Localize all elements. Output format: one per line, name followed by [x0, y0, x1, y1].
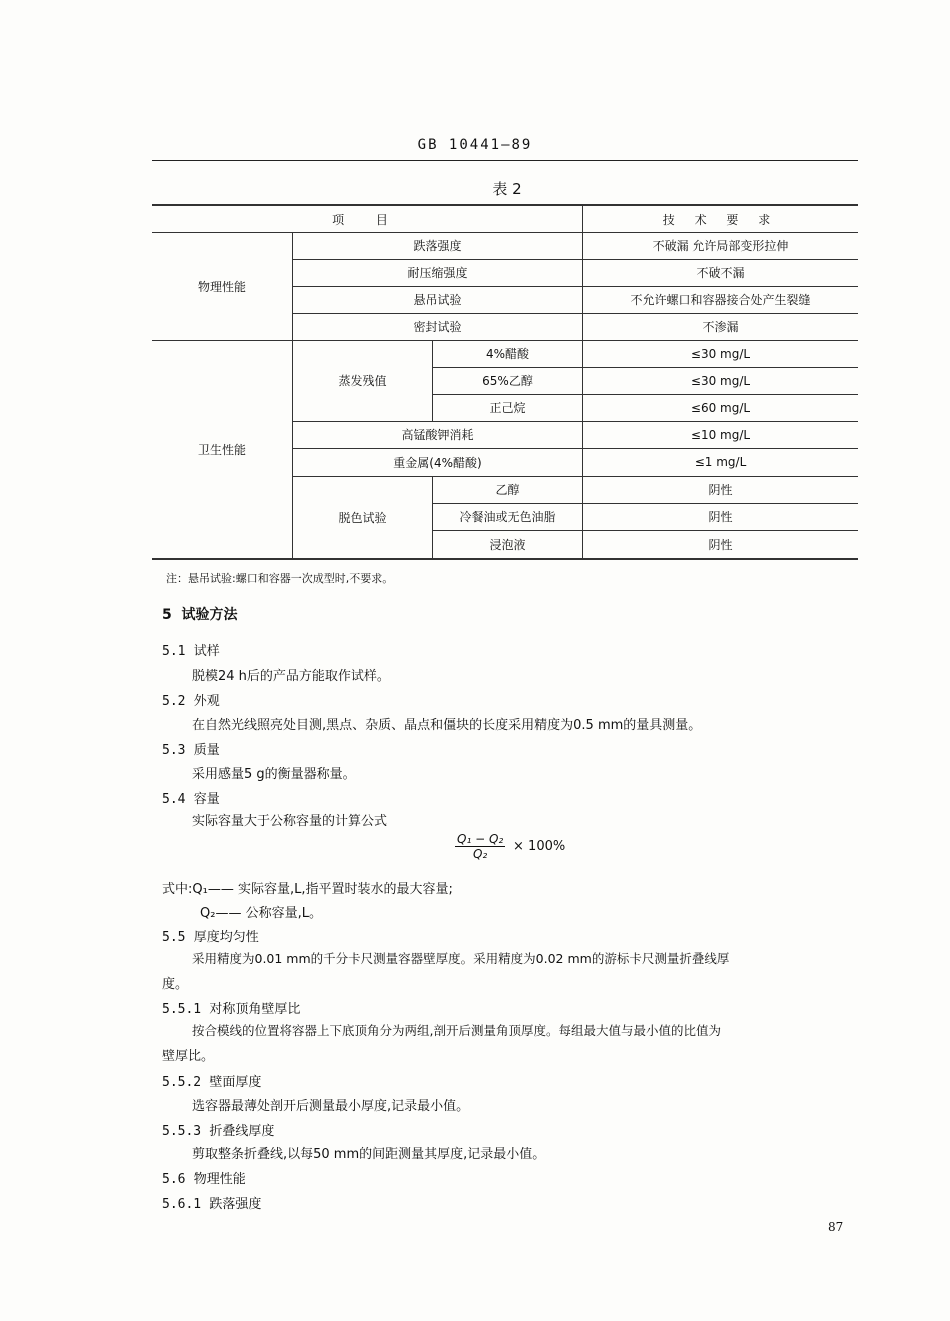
physical-item: 密封试验	[413, 320, 462, 334]
capacity-formula	[455, 832, 565, 861]
kmno4-req: ≤10 mg/L	[690, 427, 751, 442]
decolor-req: 阴性	[708, 510, 733, 524]
standard-header: GB 10441—89	[417, 137, 533, 153]
formula-denominator: Q₂	[472, 847, 488, 861]
section-5-5-heading: 5.5 厚度均匀性	[162, 930, 259, 945]
formula-where-2: Q₂—— 公称容量,L。	[200, 906, 322, 921]
section-5-6-1-heading: 5.6.1 跌落强度	[162, 1197, 262, 1212]
evap-item: 65%乙醇	[482, 374, 533, 388]
decolor-item: 浸泡液	[489, 537, 526, 552]
subgroup-decolor-test: 脱色试验	[338, 510, 387, 525]
table-title: 表 2	[492, 180, 522, 198]
section-5-5-2-text: 选容器最薄处剖开后测量最小厚度,记录最小值。	[192, 1099, 470, 1114]
group-sanitary: 卫生性能	[197, 442, 246, 457]
decolor-req: 阴性	[708, 483, 733, 497]
decolor-item: 乙醇	[495, 483, 520, 497]
decolor-req: 阴性	[708, 537, 733, 552]
col-header-requirement: 技 术 要 求	[662, 212, 779, 227]
section-5-5-1-text: 按合模线的位置将容器上下底顶角分为两组,剖开后测量角顶厚度。每组最大值与最小值的比值为	[192, 1023, 721, 1038]
physical-req: 不允许螺口和容器接合处产生裂缝	[630, 293, 811, 307]
kmno4-item: 高锰酸钾消耗	[401, 428, 474, 442]
section-5-4-heading: 5.4 容量	[162, 792, 220, 807]
evap-req: ≤30 mg/L	[690, 373, 751, 388]
physical-req: 不破漏 允许局部变形拉伸	[652, 239, 789, 253]
section-5-5-text: 采用精度为0.01 mm的千分卡尺测量容器壁厚度。采用精度为0.02 mm的游标卡尺测量折叠线厚	[192, 951, 730, 966]
section-5-5-1-heading: 5.5.1 对称顶角壁厚比	[162, 1002, 301, 1017]
formula-where-1: 式中:Q₁—— 实际容量,L,指平置时装水的最大容量;	[162, 882, 453, 897]
formula-numerator: Q₁ − Q₂	[457, 832, 504, 846]
section-5-3-text: 采用感量5 g的衡量器称量。	[192, 767, 356, 782]
section-5-4-text: 实际容量大于公称容量的计算公式	[192, 814, 388, 829]
heavy-metal-item: 重金属(4%醋酸)	[393, 455, 482, 470]
subgroup-evaporation-residue: 蒸发残值	[338, 374, 387, 388]
section-5-5-2-heading: 5.5.2 壁面厚度	[162, 1075, 262, 1090]
table-note: 注：悬吊试验:螺口和容器一次成型时,不要求。	[166, 572, 394, 585]
evap-req: ≤60 mg/L	[690, 400, 751, 415]
decolor-item: 冷餐油或无色油脂	[459, 510, 556, 524]
section-5-2-text: 在自然光线照亮处目测,黑点、杂质、晶点和僵块的长度采用精度为0.5 mm的量具测量。	[192, 718, 702, 733]
physical-item: 悬吊试验	[413, 293, 462, 307]
section-5-3-heading: 5.3 质量	[162, 743, 220, 758]
section-5-5-3-heading: 5.5.3 折叠线厚度	[162, 1124, 275, 1139]
physical-item: 耐压缩强度	[407, 266, 468, 280]
physical-req: 不破不漏	[696, 266, 745, 280]
evap-req: ≤30 mg/L	[690, 346, 751, 361]
formula-tail: × 100%	[513, 839, 566, 854]
section-5-1-heading: 5.1 试样	[162, 644, 220, 659]
section-5-2-heading: 5.2 外观	[162, 694, 220, 709]
heavy-metal-req: ≤1 mg/L	[694, 455, 747, 469]
physical-req: 不渗漏	[702, 320, 739, 334]
col-header-item: 项 目	[332, 212, 402, 227]
section-5-1-text: 脱模24 h后的产品方能取作试样。	[192, 669, 390, 684]
group-physical: 物理性能	[197, 279, 246, 294]
evap-item: 4%醋酸	[485, 347, 530, 361]
section-5-5-text-cont: 度。	[162, 977, 189, 992]
evap-item: 正己烷	[489, 401, 526, 415]
section-5-5-3-text: 剪取整条折叠线,以每50 mm的间距测量其厚度,记录最小值。	[192, 1147, 546, 1162]
physical-item: 跌落强度	[413, 239, 462, 253]
section-5-5-1-text-cont: 壁厚比。	[162, 1049, 215, 1064]
page-number: 87	[828, 1220, 844, 1234]
section-5-heading: 5 试验方法	[162, 607, 238, 623]
section-5-6-heading: 5.6 物理性能	[162, 1172, 246, 1187]
